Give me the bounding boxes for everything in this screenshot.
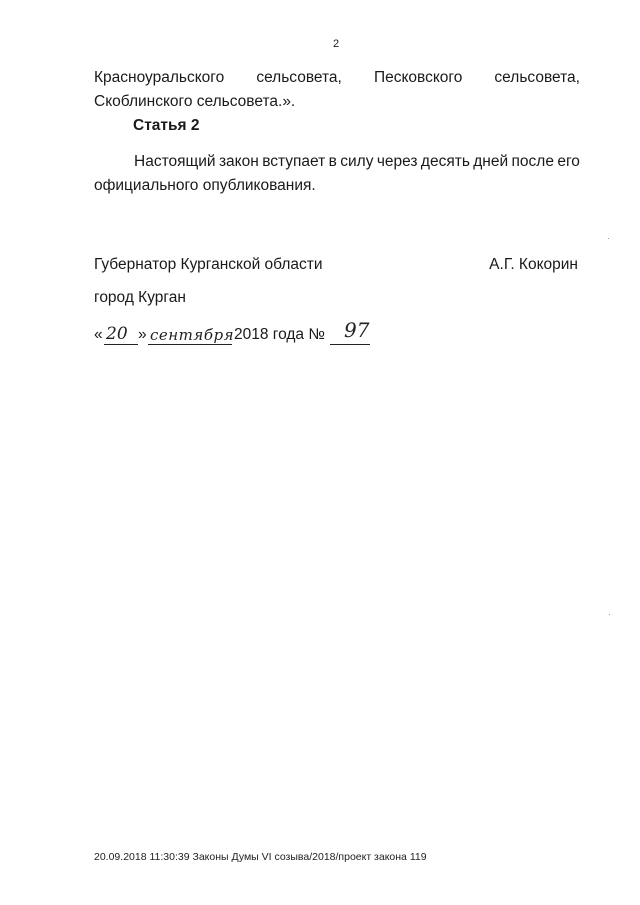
- paragraph-line: официального опубликования.: [94, 177, 316, 194]
- footer-stamp: 20.09.2018 11:30:39 Законы Думы VI созыва/2018/проект закона 119: [94, 851, 427, 863]
- handwritten-number: 97: [344, 318, 370, 342]
- word: сельсовета,: [256, 69, 342, 86]
- word: закон: [218, 153, 259, 170]
- paragraph-entry-into-force: [94, 150, 580, 198]
- handwritten-day: 20: [106, 324, 128, 344]
- word: силу: [340, 153, 374, 170]
- year-and-number-label: 2018 года №: [234, 326, 325, 343]
- page-number: 2: [332, 38, 340, 50]
- handwritten-month: сентября: [150, 326, 235, 344]
- word: через: [376, 153, 418, 170]
- paragraph-line: [94, 66, 580, 90]
- word: десять: [420, 153, 470, 170]
- close-quote: »: [138, 326, 147, 343]
- scan-speck: [609, 614, 610, 615]
- city-label: город Курган: [94, 289, 186, 306]
- paragraph-amendment-end: [94, 66, 580, 114]
- word: после: [511, 153, 554, 170]
- paragraph-line: [94, 150, 580, 174]
- signature-block: [94, 256, 578, 274]
- signatory-position: Губернатор Курганской области: [94, 256, 323, 273]
- month-underline: [148, 344, 232, 345]
- paragraph-line: Скоблинского сельсовета.».: [94, 93, 296, 110]
- open-quote: «: [94, 326, 103, 343]
- number-underline: [330, 344, 370, 345]
- word: Красноуральского: [94, 69, 225, 86]
- word: сельсовета,: [494, 69, 580, 86]
- date-number-line: [94, 318, 394, 352]
- day-underline: [104, 344, 138, 345]
- signatory-name: А.Г. Кокорин: [489, 256, 578, 273]
- word: его: [557, 153, 580, 170]
- word: вступает: [262, 153, 326, 170]
- word: в: [328, 153, 337, 170]
- word: дней: [473, 153, 509, 170]
- scan-speck: [608, 238, 609, 239]
- word: Песковского: [373, 69, 463, 86]
- word: Настоящий: [134, 153, 216, 170]
- article-heading: Статья 2: [133, 117, 200, 134]
